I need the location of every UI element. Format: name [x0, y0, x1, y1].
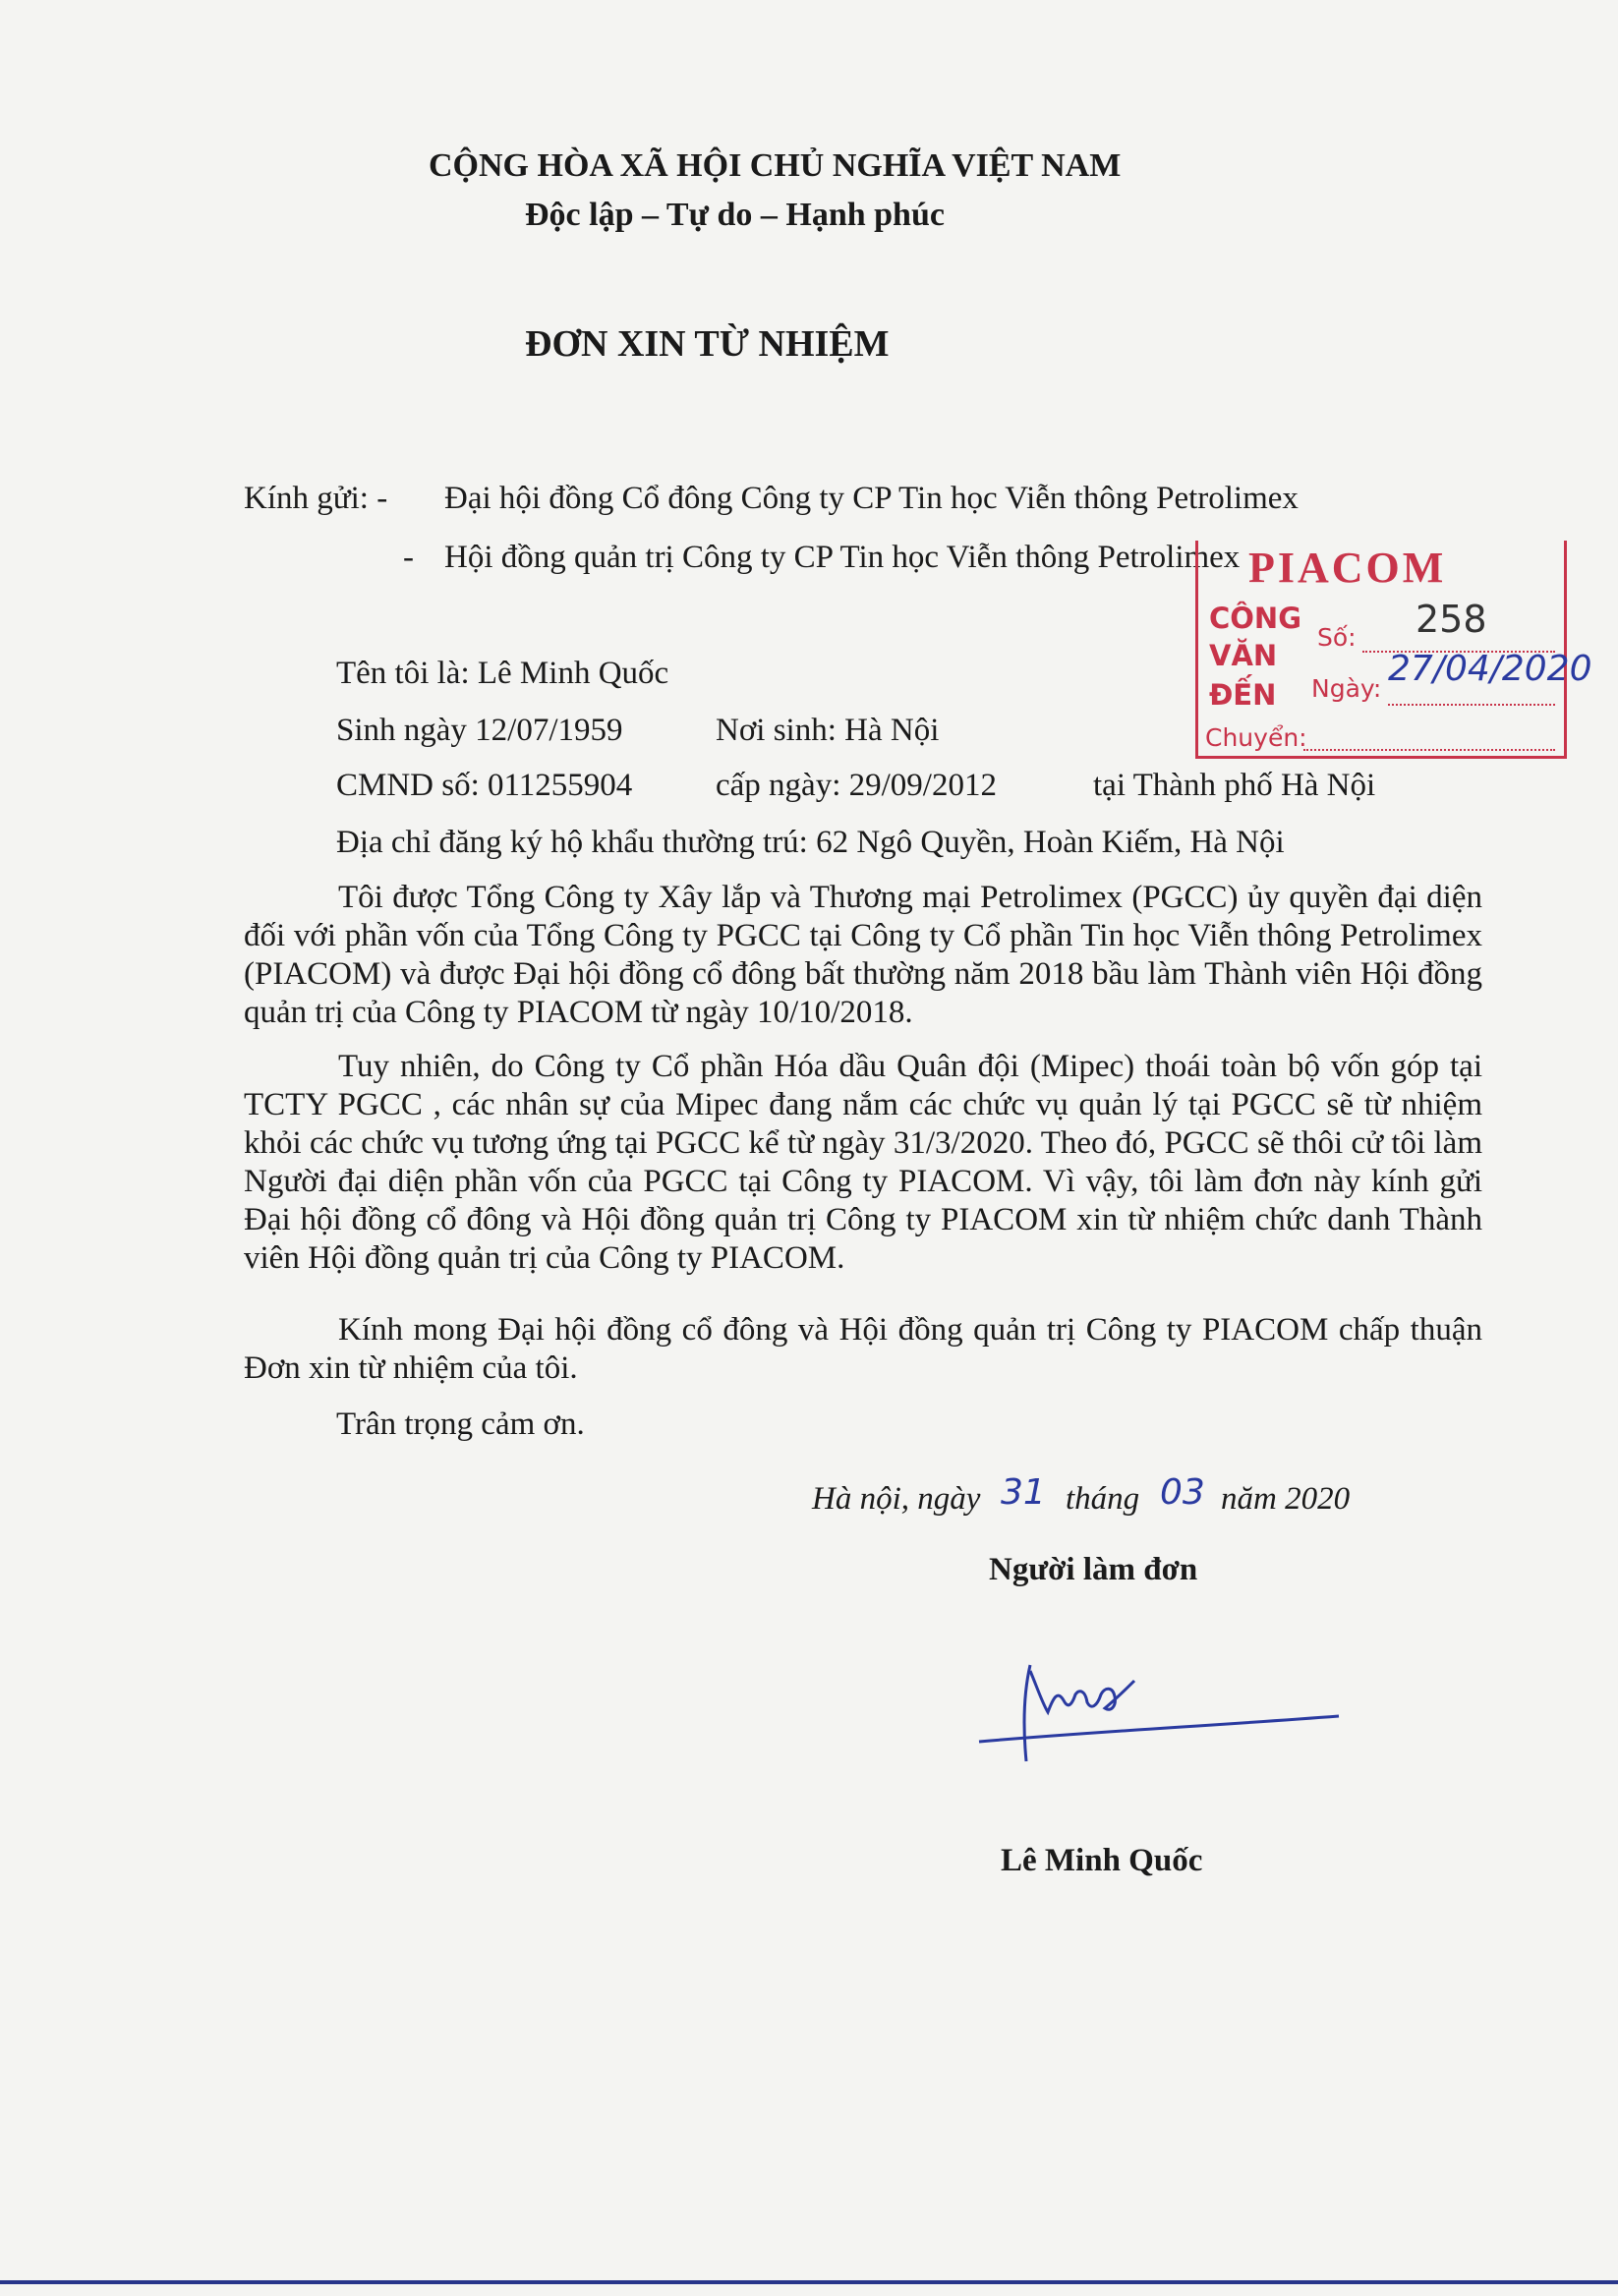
signer-label: Người làm đơn: [989, 1552, 1198, 1587]
stamp-ngay-value: 27/04/2020: [1388, 649, 1592, 689]
document-title: ĐƠN XIN TỪ NHIỆM: [525, 323, 890, 365]
stamp-side-1: CÔNG: [1209, 602, 1302, 635]
paragraph-3-text: Kính mong Đại hội đồng cổ đông và Hội đồng quản trị Công ty PIACOM chấp thuận Đơn xin từ nhiệm của tôi.: [244, 1312, 1482, 1386]
info-name: Tên tôi là: Lê Minh Quốc: [336, 656, 669, 691]
info-birthplace: Nơi sinh: Hà Nội: [716, 713, 940, 748]
stamp-title: PIACOM: [1248, 544, 1447, 592]
motto-heading: Độc lập – Tự do – Hạnh phúc: [525, 197, 945, 233]
stamp-side-2: VĂN: [1209, 639, 1278, 672]
closing-text: Trân trọng cảm ơn.: [336, 1406, 585, 1442]
paragraph-1-text: Tôi được Tổng Công ty Xây lắp và Thương mại Petrolimex (PGCC) ủy quyền đại diện đối với phần vốn của Tổng Công ty PGCC tại Công ty Cổ phần Tin học Viễn thông Petrolimex (PIACOM) và được Đại hội đồng cổ đông bất thường năm 2018 bầu làm Thành viên Hội đồng quản trị của Công ty PIACOM từ ngày 10/10/2018.: [244, 880, 1482, 1030]
stamp-ngay-dots: [1388, 704, 1555, 706]
stamp-side-3: ĐẾN: [1209, 678, 1277, 712]
nation-heading: CỘNG HÒA XÃ HỘI CHỦ NGHĨA VIỆT NAM: [429, 147, 1122, 184]
paragraph-2-text: Tuy nhiên, do Công ty Cổ phần Hóa dầu Quân đội (Mipec) thoái toàn bộ vốn góp tại TCTY PGCC , các nhân sự của Mipec đang nắm các chức vụ quản lý tại PGCC sẽ từ nhiệm khỏi các chức vụ tương ứng tại PGCC kể từ ngày 31/3/2020. Theo đó, PGCC sẽ thôi cử tôi làm Người đại diện phần vốn của PGCC tại Công ty PIACOM. Vì vậy, tôi làm đơn này kính gửi Đại hội đồng cổ đông và Hội đồng quản trị Công ty PIACOM xin từ nhiệm chức danh Thành viên Hội đồng quản trị của Công ty PIACOM.: [244, 1049, 1482, 1276]
info-id: CMND số: 011255904: [336, 768, 633, 803]
paragraph-2: [244, 1048, 1482, 1278]
date-year: năm 2020: [1221, 1481, 1351, 1517]
recipient-1: Đại hội đồng Cổ đông Công ty CP Tin học Viễn thông Petrolimex: [444, 481, 1299, 516]
stamp-chuyen-dots: [1303, 749, 1555, 751]
paragraph-1: [244, 879, 1482, 1032]
date-day: 31: [1001, 1472, 1046, 1513]
date-month: 03: [1160, 1472, 1205, 1513]
stamp-so-label: Số:: [1317, 623, 1357, 652]
info-issued: cấp ngày: 29/09/2012: [716, 768, 997, 803]
signature-image: [973, 1651, 1347, 1779]
recipient-2-dash: -: [403, 540, 414, 575]
info-dob: Sinh ngày 12/07/1959: [336, 713, 623, 748]
signer-name: Lê Minh Quốc: [1001, 1843, 1203, 1878]
info-issued-place: tại Thành phố Hà Nội: [1093, 768, 1376, 803]
bottom-edge-line: [0, 2280, 1618, 2284]
stamp-ngay-label: Ngày:: [1311, 674, 1382, 703]
info-address: Địa chỉ đăng ký hộ khẩu thường trú: 62 Ngô Quyền, Hoàn Kiếm, Hà Nội: [336, 825, 1285, 860]
stamp-chuyen-label: Chuyển:: [1205, 723, 1307, 752]
recipients-label: Kính gửi: -: [244, 481, 388, 516]
date-month-label: tháng: [1066, 1481, 1140, 1517]
date-prefix: Hà nội, ngày: [812, 1481, 981, 1517]
stamp-so-value: 258: [1416, 598, 1487, 641]
recipient-2: Hội đồng quản trị Công ty CP Tin học Viễn thông Petrolimex: [444, 540, 1241, 575]
paragraph-3: [244, 1311, 1482, 1388]
